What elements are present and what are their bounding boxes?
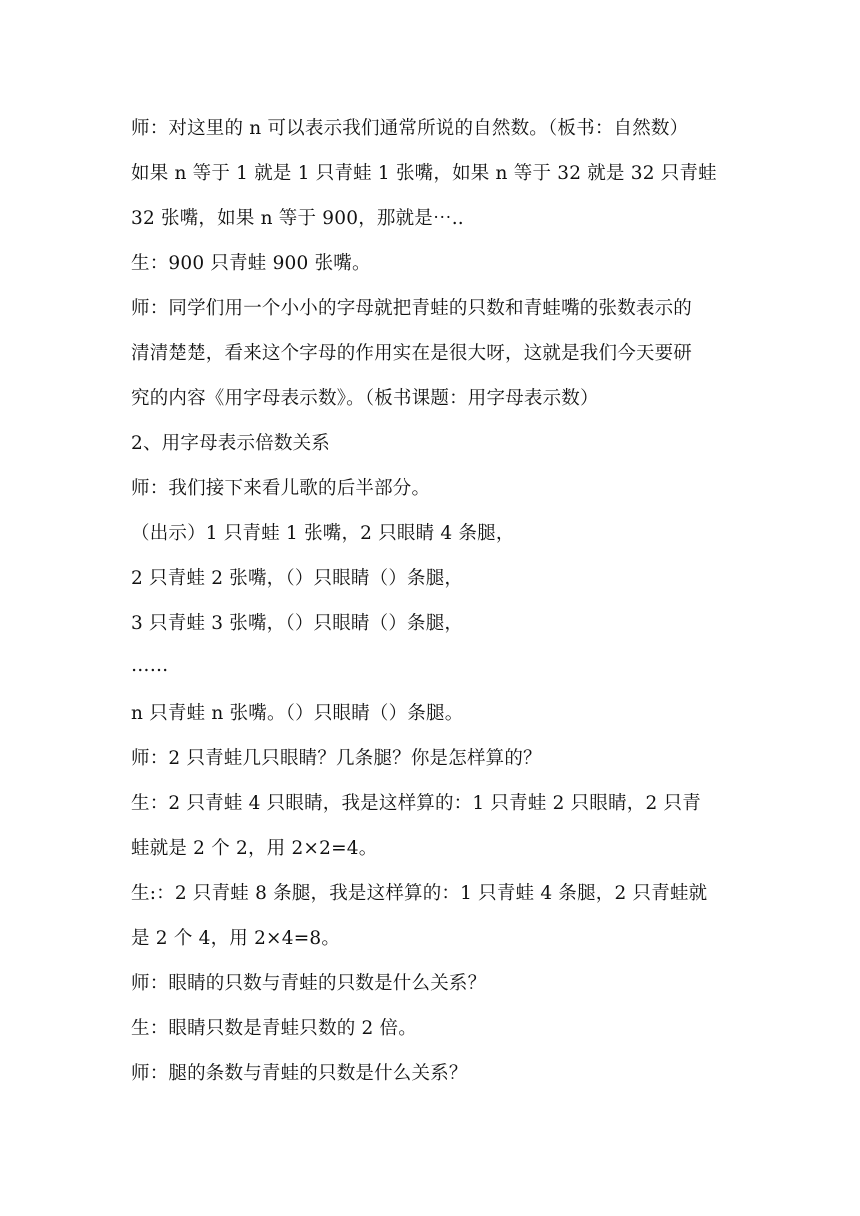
text-line: 究的内容《用字母表示数》。（板书课题：用字母表示数）	[131, 388, 599, 409]
text-line: 生：900 只青蛙 900 张嘴。	[131, 253, 371, 274]
text-line: （出示）1 只青蛙 1 张嘴，2 只眼睛 4 条腿，	[131, 523, 515, 544]
text-line: 师：同学们用一个小小的字母就把青蛙的只数和青蛙嘴的张数表示的	[131, 298, 693, 319]
text-line: 清清楚楚，看来这个字母的作用实在是很大呀，这就是我们今天要研	[131, 343, 693, 364]
text-line: 是 2 个 4，用 2×4=8。	[131, 928, 341, 949]
text-line: 2 只青蛙 2 张嘴，（）只眼睛（）条腿，	[131, 568, 464, 589]
text-line: 32 张嘴，如果 n 等于 900，那就是⋯..	[131, 208, 464, 229]
section-heading: 2、用字母表示倍数关系	[131, 433, 330, 454]
text-line: 师：对这里的 n 可以表示我们通常所说的自然数。（板书：自然数）	[131, 118, 689, 139]
text-line: 师：眼睛的只数与青蛙的只数是什么关系？	[131, 973, 487, 994]
text-line: 生：眼睛只数是青蛙只数的 2 倍。	[131, 1018, 417, 1039]
text-line: n 只青蛙 n 张嘴。（）只眼睛（）条腿。	[131, 703, 464, 724]
text-line: 师：我们接下来看儿歌的后半部分。	[131, 478, 431, 499]
text-line: 蛙就是 2 个 2，用 2×2=4。	[131, 838, 378, 859]
text-line: 师：2 只青蛙几只眼睛？几条腿？你是怎样算的？	[131, 748, 542, 769]
text-line: 师：腿的条数与青蛙的只数是什么关系？	[131, 1063, 468, 1084]
text-line: 3 只青蛙 3 张嘴，（）只眼睛（）条腿，	[131, 613, 464, 634]
text-line: 生:：2 只青蛙 8 条腿，我是这样算的：1 只青蛙 4 条腿，2 只青蛙就	[131, 883, 708, 904]
text-line: 生：2 只青蛙 4 只眼睛，我是这样算的：1 只青蛙 2 只眼睛，2 只青	[131, 793, 701, 814]
ellipsis-line: ……	[131, 655, 169, 676]
text-line: 如果 n 等于 1 就是 1 只青蛙 1 张嘴，如果 n 等于 32 就是 32 只青蛙	[131, 163, 717, 184]
